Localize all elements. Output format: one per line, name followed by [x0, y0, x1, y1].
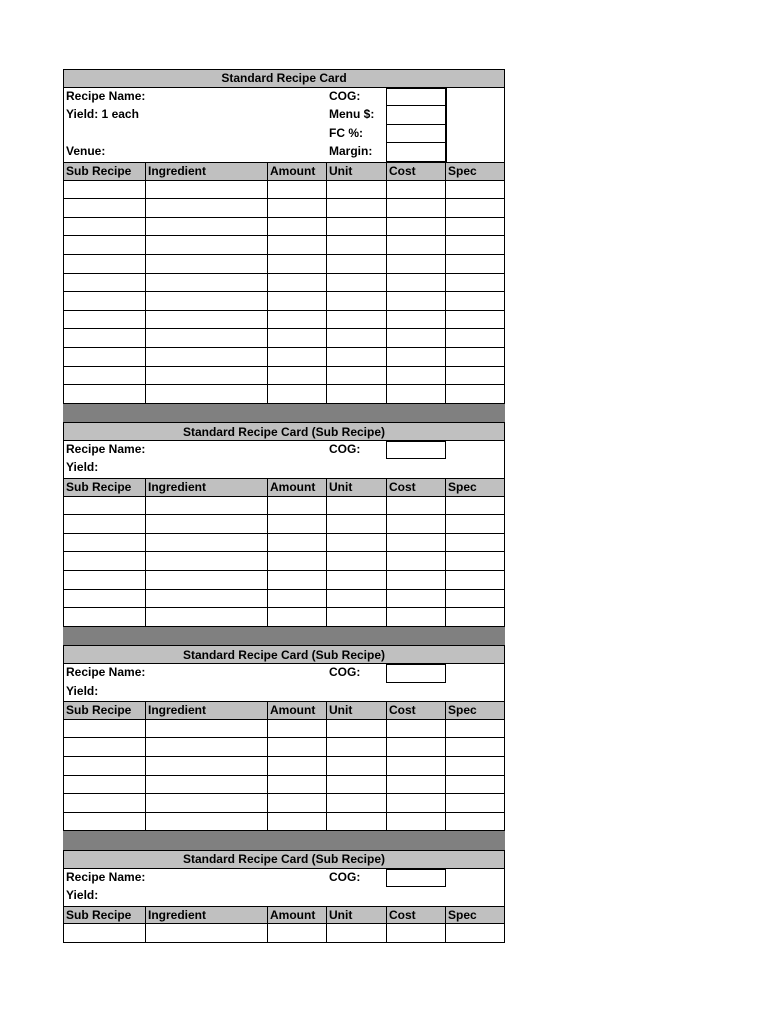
- sub-recipe-cell[interactable]: [64, 552, 146, 570]
- col-sub-recipe: Sub Recipe: [64, 163, 146, 180]
- amount-cell[interactable]: [268, 534, 327, 552]
- amount-cell[interactable]: [268, 813, 327, 831]
- main-card-rows: [63, 181, 505, 404]
- sub-card-title: Standard Recipe Card (Sub Recipe): [63, 422, 505, 441]
- spec-cell[interactable]: [446, 497, 504, 515]
- spec-cell[interactable]: [446, 590, 504, 608]
- spec-cell[interactable]: [446, 385, 504, 403]
- table-row: [63, 181, 505, 200]
- col-spec: Spec: [448, 163, 477, 178]
- table-row: [63, 497, 505, 516]
- section-separator: [63, 831, 505, 850]
- cost-cell[interactable]: [387, 738, 446, 756]
- sub-recipe-cell[interactable]: [64, 367, 146, 385]
- spec-cell[interactable]: [446, 924, 504, 942]
- table-row: [63, 311, 505, 330]
- cost-cell[interactable]: [387, 813, 446, 831]
- cog-field[interactable]: [386, 441, 446, 460]
- spec-cell[interactable]: [446, 813, 504, 831]
- amount-cell[interactable]: [268, 571, 327, 589]
- cog-field[interactable]: [386, 869, 446, 888]
- table-row: [63, 813, 505, 832]
- menu-price-field[interactable]: [386, 106, 446, 125]
- cost-cell[interactable]: [387, 367, 446, 385]
- ingredient-cell[interactable]: [146, 924, 268, 942]
- margin-label: Margin:: [329, 144, 373, 159]
- unit-cell[interactable]: [327, 348, 387, 366]
- unit-cell[interactable]: [327, 608, 387, 626]
- amount-cell[interactable]: [268, 608, 327, 626]
- venue-label: Venue:: [66, 144, 106, 159]
- ingredient-cell[interactable]: [146, 534, 268, 552]
- table-row: [63, 218, 505, 237]
- section-separator: [63, 627, 505, 646]
- sub-recipe-card: [63, 850, 505, 943]
- ingredient-cell[interactable]: [146, 813, 268, 831]
- spec-cell[interactable]: [446, 367, 504, 385]
- table-row: [63, 274, 505, 293]
- ingredient-cell[interactable]: [146, 794, 268, 812]
- cost-cell[interactable]: [387, 311, 446, 329]
- amount-cell[interactable]: [268, 255, 327, 273]
- spec-cell[interactable]: [446, 757, 504, 775]
- cog-label: COG:: [329, 88, 361, 103]
- recipe-sheet: [63, 69, 505, 943]
- cost-cell[interactable]: [387, 497, 446, 515]
- cost-cell[interactable]: [387, 218, 446, 236]
- ingredient-cell[interactable]: [146, 199, 268, 217]
- cost-cell[interactable]: [387, 776, 446, 794]
- ingredient-cell[interactable]: [146, 348, 268, 366]
- unit-cell[interactable]: [327, 552, 387, 570]
- unit-cell[interactable]: [327, 181, 387, 199]
- fc-percent-field[interactable]: [386, 125, 446, 144]
- spec-cell[interactable]: [446, 181, 504, 199]
- ingredient-cell[interactable]: [146, 367, 268, 385]
- unit-cell[interactable]: [327, 590, 387, 608]
- amount-cell[interactable]: [268, 329, 327, 347]
- table-row: [63, 571, 505, 590]
- unit-cell[interactable]: [327, 367, 387, 385]
- unit-cell[interactable]: [327, 497, 387, 515]
- table-row: [63, 515, 505, 534]
- ingredient-cell[interactable]: [146, 274, 268, 292]
- amount-cell[interactable]: [268, 348, 327, 366]
- recipe-name-label: Recipe Name:: [66, 665, 146, 679]
- ingredient-cell[interactable]: [146, 720, 268, 738]
- spec-cell[interactable]: [446, 348, 504, 366]
- sub-recipe-card: [63, 645, 505, 831]
- col-amount: Amount: [268, 163, 327, 180]
- table-row: [63, 385, 505, 404]
- sub-recipe-cell[interactable]: [64, 311, 146, 329]
- sub-recipe-cell[interactable]: [64, 199, 146, 217]
- ingredient-cell[interactable]: [146, 329, 268, 347]
- spec-cell[interactable]: [446, 218, 504, 236]
- ingredient-cell[interactable]: [146, 311, 268, 329]
- unit-cell[interactable]: [327, 720, 387, 738]
- spec-cell[interactable]: [446, 534, 504, 552]
- unit-cell[interactable]: [327, 515, 387, 533]
- spec-cell[interactable]: [446, 292, 504, 310]
- col-unit: Unit: [327, 163, 387, 180]
- section-separator: [63, 404, 505, 423]
- unit-cell[interactable]: [327, 534, 387, 552]
- col-cost: Cost: [387, 163, 446, 180]
- cost-cell[interactable]: [387, 608, 446, 626]
- sub-card-title: Standard Recipe Card (Sub Recipe): [63, 850, 505, 869]
- spec-cell[interactable]: [446, 571, 504, 589]
- unit-cell[interactable]: [327, 218, 387, 236]
- ingredient-cell[interactable]: [146, 236, 268, 254]
- amount-cell[interactable]: [268, 367, 327, 385]
- cost-cell[interactable]: [387, 515, 446, 533]
- table-row: [63, 329, 505, 348]
- amount-cell[interactable]: [268, 385, 327, 403]
- cog-label: COG:: [329, 665, 361, 679]
- sub-recipe-cell[interactable]: [64, 924, 146, 942]
- sub-recipe-cell[interactable]: [64, 590, 146, 608]
- unit-cell[interactable]: [327, 292, 387, 310]
- spec-cell[interactable]: [446, 720, 504, 738]
- table-row: [63, 236, 505, 255]
- column-header-row: Sub Recipe Ingredient Amount Unit Cost Spec: [63, 906, 505, 925]
- amount-cell[interactable]: [268, 590, 327, 608]
- unit-cell[interactable]: [327, 776, 387, 794]
- column-header-row: [63, 162, 505, 181]
- ingredient-cell[interactable]: [146, 515, 268, 533]
- cost-cell[interactable]: [387, 552, 446, 570]
- cost-cell[interactable]: [387, 329, 446, 347]
- main-card-info: [63, 88, 505, 162]
- cost-cell[interactable]: [387, 236, 446, 254]
- cost-cell[interactable]: [387, 794, 446, 812]
- sub-recipe-cell[interactable]: [64, 534, 146, 552]
- unit-cell[interactable]: [327, 813, 387, 831]
- table-row: [63, 367, 505, 386]
- amount-cell[interactable]: [268, 218, 327, 236]
- table-row: [63, 794, 505, 813]
- ingredient-cell[interactable]: [146, 738, 268, 756]
- amount-cell[interactable]: [268, 292, 327, 310]
- sub-recipe-cell[interactable]: [64, 757, 146, 775]
- yield-label: Yield:: [66, 683, 99, 698]
- amount-cell[interactable]: [268, 236, 327, 254]
- spec-cell[interactable]: [446, 776, 504, 794]
- spec-cell[interactable]: [446, 738, 504, 756]
- cost-cell[interactable]: [387, 255, 446, 273]
- amount-cell[interactable]: [268, 794, 327, 812]
- ingredient-cell[interactable]: [146, 776, 268, 794]
- main-card-title: Standard Recipe Card: [63, 69, 505, 88]
- sub-recipe-cell[interactable]: [64, 515, 146, 533]
- recipe-name-label: Recipe Name:: [66, 869, 146, 884]
- sub-recipe-cell[interactable]: [64, 274, 146, 292]
- unit-cell[interactable]: [327, 274, 387, 292]
- cog-field[interactable]: [386, 664, 446, 683]
- cost-cell[interactable]: [387, 181, 446, 199]
- sub-recipe-cell[interactable]: [64, 794, 146, 812]
- spec-cell[interactable]: [446, 255, 504, 273]
- sub-recipe-cell[interactable]: [64, 236, 146, 254]
- unit-cell[interactable]: [327, 311, 387, 329]
- recipe-name-label: Recipe Name:: [66, 88, 146, 103]
- sub-recipe-cell[interactable]: [64, 813, 146, 831]
- main-recipe-card: [63, 69, 505, 404]
- table-row: [63, 776, 505, 795]
- spec-cell[interactable]: [446, 236, 504, 254]
- unit-cell[interactable]: [327, 199, 387, 217]
- ingredient-cell[interactable]: [146, 292, 268, 310]
- amount-cell[interactable]: [268, 274, 327, 292]
- margin-field[interactable]: [386, 143, 446, 162]
- sub-recipe-cell[interactable]: [64, 608, 146, 626]
- cog-field[interactable]: [386, 88, 446, 107]
- amount-cell[interactable]: [268, 181, 327, 199]
- ingredient-cell[interactable]: [146, 385, 268, 403]
- cog-label: COG:: [329, 869, 361, 884]
- sub-recipe-cell[interactable]: [64, 348, 146, 366]
- amount-cell[interactable]: [268, 738, 327, 756]
- sub-card-title: Standard Recipe Card (Sub Recipe): [63, 645, 505, 664]
- unit-cell[interactable]: [327, 794, 387, 812]
- amount-cell[interactable]: [268, 199, 327, 217]
- ingredient-cell[interactable]: [146, 757, 268, 775]
- cost-cell[interactable]: [387, 590, 446, 608]
- unit-cell[interactable]: [327, 236, 387, 254]
- cost-cell[interactable]: [387, 924, 446, 942]
- table-row: [63, 534, 505, 553]
- cost-cell[interactable]: [387, 385, 446, 403]
- unit-cell[interactable]: [327, 757, 387, 775]
- cost-cell[interactable]: [387, 274, 446, 292]
- cost-cell[interactable]: [387, 757, 446, 775]
- table-row: [63, 292, 505, 311]
- spec-cell[interactable]: [446, 552, 504, 570]
- sub-recipe-cell[interactable]: [64, 292, 146, 310]
- amount-cell[interactable]: [268, 515, 327, 533]
- ingredient-cell[interactable]: [146, 218, 268, 236]
- cost-cell[interactable]: [387, 720, 446, 738]
- amount-cell[interactable]: [268, 720, 327, 738]
- ingredient-cell[interactable]: [146, 181, 268, 199]
- spec-cell[interactable]: [446, 199, 504, 217]
- spec-cell[interactable]: [446, 311, 504, 329]
- ingredient-cell[interactable]: [146, 608, 268, 626]
- unit-cell[interactable]: [327, 329, 387, 347]
- table-row: [63, 924, 505, 943]
- ingredient-cell[interactable]: [146, 255, 268, 273]
- cog-label: COG:: [329, 441, 361, 456]
- column-header-row: Sub Recipe Ingredient Amount Unit Cost Spec: [63, 478, 505, 497]
- unit-cell[interactable]: [327, 924, 387, 942]
- spec-cell[interactable]: [446, 794, 504, 812]
- cost-cell[interactable]: [387, 199, 446, 217]
- amount-cell[interactable]: [268, 924, 327, 942]
- table-row: [63, 757, 505, 776]
- sub-recipe-cell[interactable]: [64, 385, 146, 403]
- col-ingredient: Ingredient: [146, 163, 268, 180]
- unit-cell[interactable]: [327, 385, 387, 403]
- amount-cell[interactable]: [268, 776, 327, 794]
- sub-recipe-cell[interactable]: [64, 571, 146, 589]
- sub-recipe-cell[interactable]: [64, 497, 146, 515]
- amount-cell[interactable]: [268, 497, 327, 515]
- spec-cell[interactable]: [446, 515, 504, 533]
- table-row: [63, 552, 505, 571]
- ingredient-cell[interactable]: [146, 497, 268, 515]
- spec-cell[interactable]: [446, 608, 504, 626]
- column-header-row: Sub Recipe Ingredient Amount Unit Cost Spec: [63, 701, 505, 720]
- yield-label: Yield:: [66, 888, 99, 903]
- amount-cell[interactable]: [268, 757, 327, 775]
- table-row: [63, 590, 505, 609]
- sub-recipe-cell[interactable]: [64, 255, 146, 273]
- spec-cell[interactable]: [446, 274, 504, 292]
- amount-cell[interactable]: [268, 311, 327, 329]
- cost-cell[interactable]: [387, 534, 446, 552]
- unit-cell[interactable]: [327, 255, 387, 273]
- table-row: [63, 255, 505, 274]
- table-row: [63, 720, 505, 739]
- ingredient-cell[interactable]: [146, 571, 268, 589]
- sub-recipe-cell[interactable]: [64, 181, 146, 199]
- sub-recipe-cell[interactable]: [64, 218, 146, 236]
- recipe-name-label: Recipe Name:: [66, 441, 146, 456]
- yield-label: Yield: 1 each: [66, 107, 139, 122]
- amount-cell[interactable]: [268, 552, 327, 570]
- sub-recipe-cell[interactable]: [64, 329, 146, 347]
- yield-label: Yield:: [66, 460, 99, 475]
- sub-recipe-cell[interactable]: [64, 720, 146, 738]
- unit-cell[interactable]: [327, 738, 387, 756]
- fc-percent-label: FC %:: [329, 125, 363, 140]
- sub-recipe-cell[interactable]: [64, 738, 146, 756]
- spec-cell[interactable]: [446, 329, 504, 347]
- sub-recipe-card: [63, 422, 505, 627]
- ingredient-cell[interactable]: [146, 552, 268, 570]
- ingredient-cell[interactable]: [146, 590, 268, 608]
- table-row: [63, 608, 505, 627]
- menu-price-label: Menu $:: [329, 107, 375, 122]
- table-row: [63, 738, 505, 757]
- cost-cell[interactable]: [387, 348, 446, 366]
- cost-cell[interactable]: [387, 571, 446, 589]
- unit-cell[interactable]: [327, 571, 387, 589]
- cost-cell[interactable]: [387, 292, 446, 310]
- table-row: [63, 199, 505, 218]
- sub-recipe-cell[interactable]: [64, 776, 146, 794]
- table-row: [63, 348, 505, 367]
